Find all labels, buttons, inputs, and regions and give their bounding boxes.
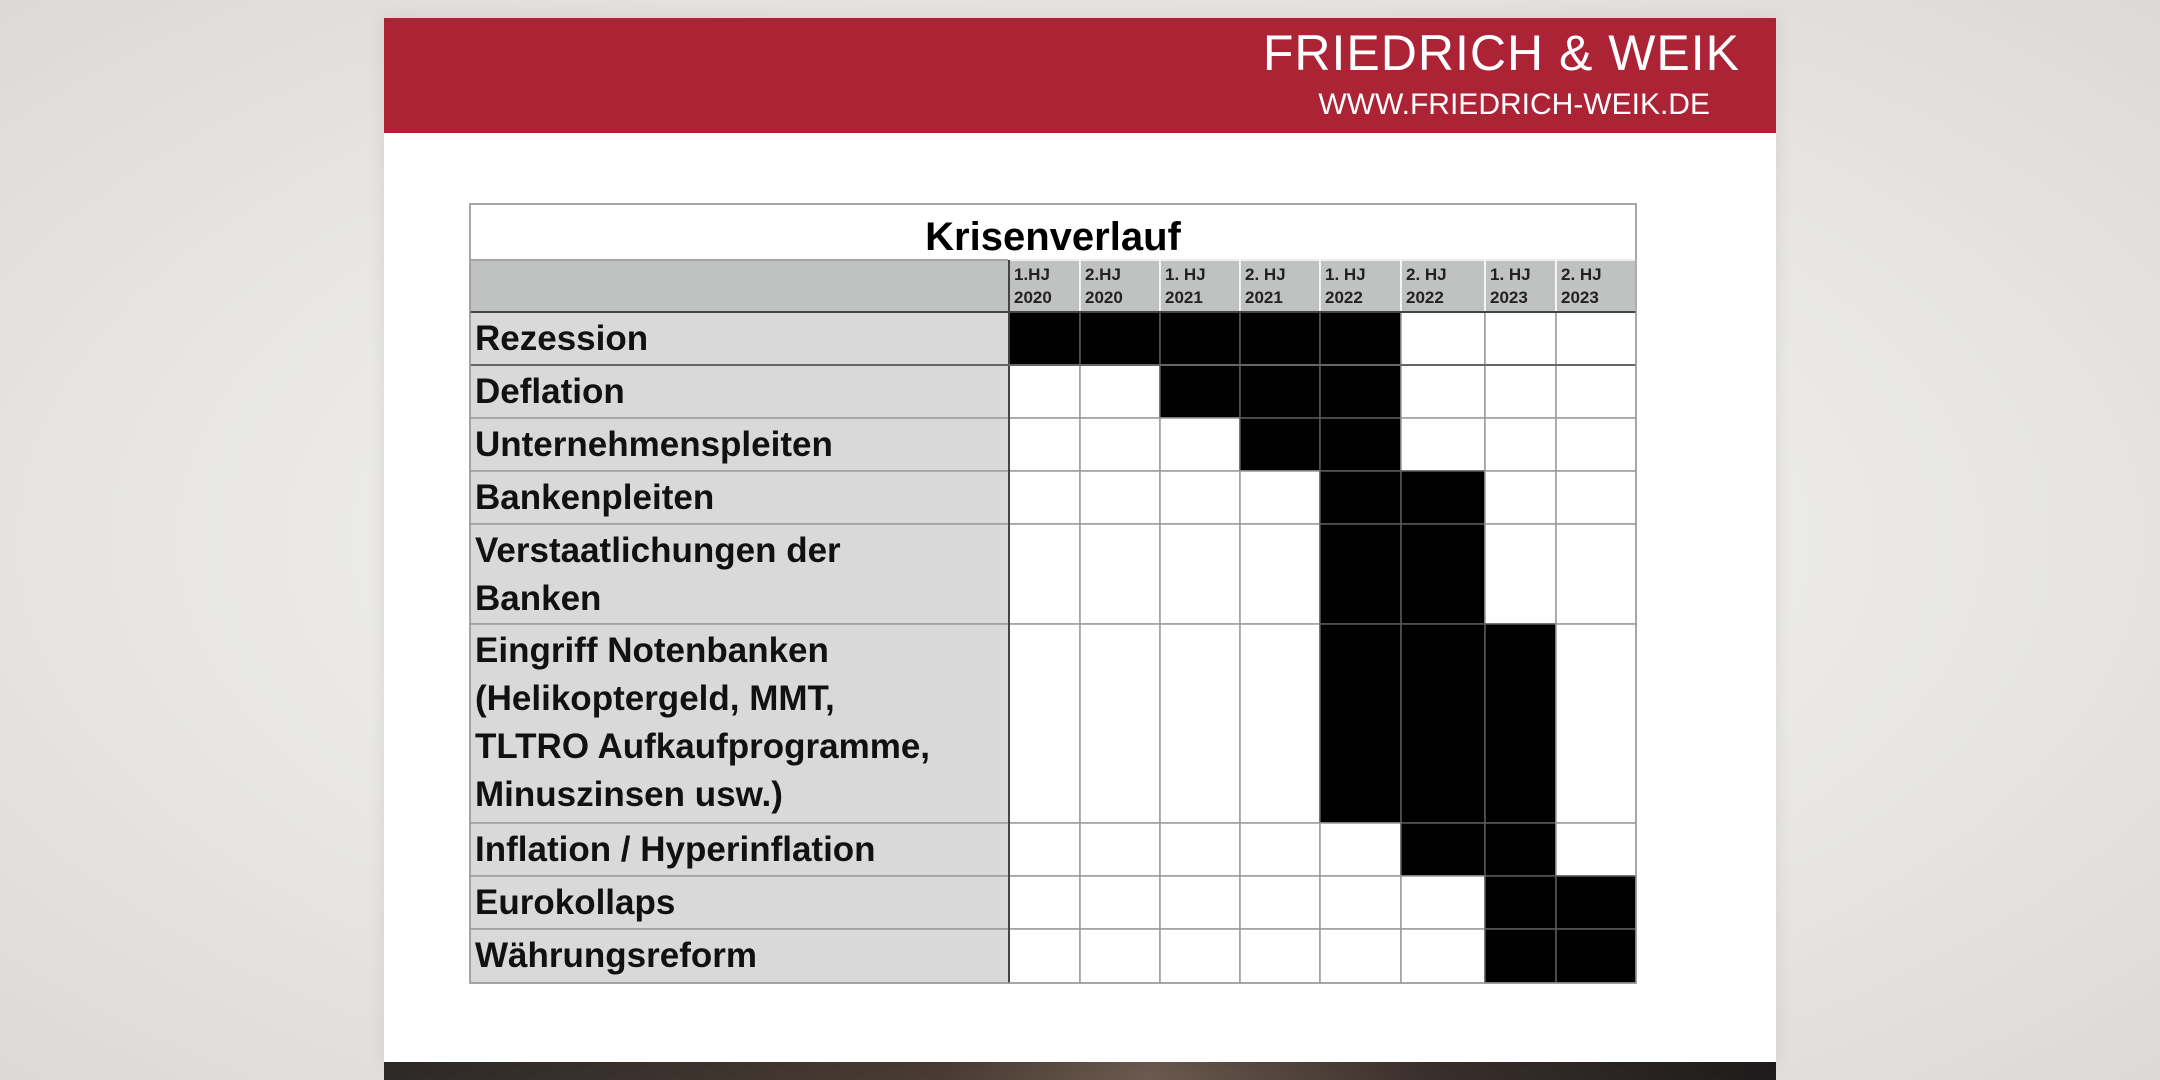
row-label: Unternehmenspleiten [475, 425, 833, 464]
active-cell [1320, 418, 1401, 471]
brand-url[interactable]: WWW.FRIEDRICH-WEIK.DE [1318, 88, 1710, 121]
crisis-timeline-table [384, 18, 1776, 1062]
inactive-cell [1556, 624, 1636, 823]
column-header: 1. HJ 2021 [1165, 265, 1206, 307]
inactive-cell [1009, 876, 1080, 929]
active-cell [1160, 365, 1240, 418]
column-header: 2. HJ 2023 [1561, 265, 1602, 307]
inactive-cell [1009, 929, 1080, 983]
inactive-cell [1240, 823, 1320, 876]
inactive-cell [1080, 624, 1160, 823]
active-cell [1320, 624, 1401, 823]
inactive-cell [1240, 524, 1320, 624]
row-label: Deflation [475, 372, 625, 411]
inactive-cell [1485, 471, 1556, 524]
inactive-cell [1160, 471, 1240, 524]
inactive-cell [1160, 929, 1240, 983]
inactive-cell [1401, 876, 1485, 929]
inactive-cell [1485, 365, 1556, 418]
column-header: 2. HJ 2021 [1245, 265, 1286, 307]
column-header: 2. HJ 2022 [1406, 265, 1447, 307]
active-cell [1320, 524, 1401, 624]
active-cell [1080, 312, 1160, 365]
column-header: 1. HJ 2022 [1325, 265, 1366, 307]
inactive-cell [1080, 365, 1160, 418]
inactive-cell [1320, 876, 1401, 929]
active-cell [1160, 312, 1240, 365]
column-header: 1.HJ 2020 [1014, 265, 1052, 307]
inactive-cell [1401, 312, 1485, 365]
inactive-cell [1320, 823, 1401, 876]
inactive-cell [1009, 823, 1080, 876]
active-cell [1401, 624, 1485, 823]
active-cell [1485, 929, 1556, 983]
table-title: Krisenverlauf [925, 215, 1181, 259]
inactive-cell [1240, 876, 1320, 929]
row-label: Verstaatlichungen der Banken [475, 531, 841, 618]
inactive-cell [1320, 929, 1401, 983]
inactive-cell [1401, 365, 1485, 418]
inactive-cell [1485, 524, 1556, 624]
active-cell [1401, 471, 1485, 524]
inactive-cell [1485, 312, 1556, 365]
active-cell [1240, 418, 1320, 471]
row-label: Währungsreform [475, 936, 757, 975]
row-label: Rezession [475, 319, 649, 358]
active-cell [1320, 365, 1401, 418]
inactive-cell [1556, 471, 1636, 524]
active-cell [1240, 312, 1320, 365]
row-label: Inflation / Hyperinflation [475, 830, 876, 869]
inactive-cell [1556, 418, 1636, 471]
inactive-cell [1485, 418, 1556, 471]
row-label: Eingriff Notenbanken (Helikoptergeld, MMT, TLTRO Aufkaufprogramme, Minuszinsen usw.) [475, 631, 931, 814]
inactive-cell [1240, 471, 1320, 524]
inactive-cell [1080, 471, 1160, 524]
inactive-cell [1556, 365, 1636, 418]
inactive-cell [1160, 624, 1240, 823]
active-cell [1485, 823, 1556, 876]
active-cell [1401, 823, 1485, 876]
inactive-cell [1080, 876, 1160, 929]
inactive-cell [1080, 929, 1160, 983]
inactive-cell [1009, 471, 1080, 524]
inactive-cell [1160, 823, 1240, 876]
row-label: Eurokollaps [475, 883, 676, 922]
row-label: Bankenpleiten [475, 478, 715, 517]
inactive-cell [1556, 312, 1636, 365]
active-cell [1320, 312, 1401, 365]
active-cell [1556, 876, 1636, 929]
inactive-cell [1401, 418, 1485, 471]
inactive-cell [1080, 524, 1160, 624]
inactive-cell [1009, 365, 1080, 418]
background-strip [384, 1062, 1776, 1080]
inactive-cell [1009, 624, 1080, 823]
inactive-cell [1009, 524, 1080, 624]
inactive-cell [1080, 823, 1160, 876]
inactive-cell [1240, 929, 1320, 983]
inactive-cell [1080, 418, 1160, 471]
inactive-cell [1009, 418, 1080, 471]
active-cell [1556, 929, 1636, 983]
inactive-cell [1556, 823, 1636, 876]
active-cell [1485, 876, 1556, 929]
slide [384, 18, 1776, 1062]
active-cell [1485, 624, 1556, 823]
active-cell [1009, 312, 1080, 365]
active-cell [1401, 524, 1485, 624]
inactive-cell [1160, 418, 1240, 471]
inactive-cell [1160, 524, 1240, 624]
active-cell [1320, 471, 1401, 524]
active-cell [1240, 365, 1320, 418]
column-header: 2.HJ 2020 [1085, 265, 1123, 307]
column-header: 1. HJ 2023 [1490, 265, 1531, 307]
inactive-cell [1160, 876, 1240, 929]
brand-name: FRIEDRICH & WEIK [1262, 25, 1740, 81]
inactive-cell [1240, 624, 1320, 823]
inactive-cell [1556, 524, 1636, 624]
inactive-cell [1401, 929, 1485, 983]
